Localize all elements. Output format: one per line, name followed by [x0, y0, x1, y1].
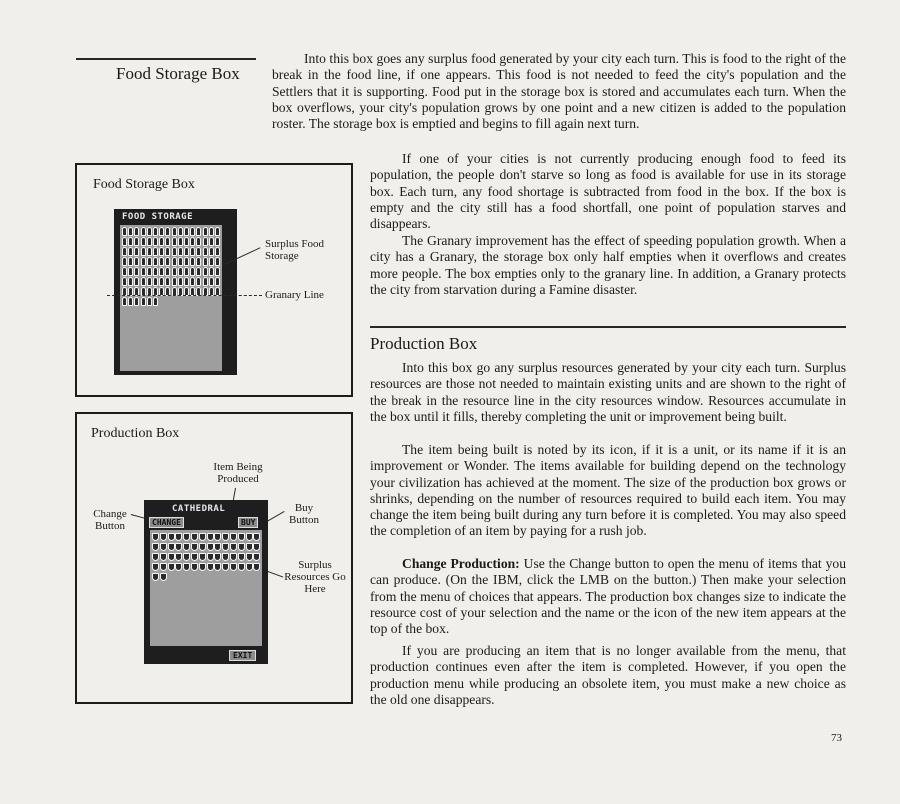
resource-icon — [238, 553, 245, 561]
callout-change-button: Change Button — [93, 508, 127, 532]
food-icon — [128, 227, 133, 236]
resource-icon — [207, 563, 214, 571]
food-icon — [196, 257, 201, 266]
resource-icon — [168, 533, 175, 541]
food-icon — [178, 237, 183, 246]
food-icon — [190, 247, 195, 256]
resource-icon — [183, 543, 190, 551]
resource-icon — [214, 533, 221, 541]
food-icon — [178, 267, 183, 276]
food-icon — [147, 277, 152, 286]
resource-icon — [246, 553, 253, 561]
resource-icon — [214, 543, 221, 551]
resource-icon — [253, 533, 260, 541]
food-icon — [141, 257, 146, 266]
food-icon — [209, 237, 214, 246]
food-icon — [122, 257, 127, 266]
change-production-text: Use the Change button to open the menu of items that you can produce. (On the IBM, click the LMB on the button.) Then make your selection from the menu of choices that appears. The production box changes size to indicate the resource cost of your selection and the name or the icon of the new item appears at the top of the box. — [370, 556, 846, 637]
food-icon — [190, 257, 195, 266]
resource-icon — [238, 563, 245, 571]
food-icon — [134, 257, 139, 266]
resource-icon — [175, 543, 182, 551]
food-icon — [184, 227, 189, 236]
food-icon — [190, 267, 195, 276]
food-storage-screen — [114, 209, 237, 375]
food-icon — [159, 277, 164, 286]
food-icon — [190, 277, 195, 286]
food-icon — [203, 247, 208, 256]
food-storage-area — [120, 225, 222, 371]
section-rule-production — [370, 326, 846, 328]
resource-icon — [183, 533, 190, 541]
food-icon — [172, 247, 177, 256]
food-icon — [128, 277, 133, 286]
callout-granary-line: Granary Line — [265, 289, 324, 301]
food-icon — [165, 257, 170, 266]
food-icon — [178, 247, 183, 256]
food-icon — [128, 267, 133, 276]
callout-buy-button: Buy Button — [289, 502, 319, 526]
resource-icon — [246, 533, 253, 541]
resource-icon — [152, 533, 159, 541]
change-button[interactable]: CHANGE — [149, 517, 184, 528]
resource-icon — [238, 533, 245, 541]
resource-icon — [152, 563, 159, 571]
food-icon — [122, 297, 127, 306]
resource-icon — [191, 563, 198, 571]
resource-icon — [175, 563, 182, 571]
resource-icon — [253, 543, 260, 551]
food-icon — [141, 247, 146, 256]
food-icon — [128, 237, 133, 246]
food-icon — [203, 267, 208, 276]
food-paragraph-2: If one of your cities is not currently producing enough food to feed its population, the people don't starve so long as food is available for use in its storage box. Each turn, any food shortage is subtracted from food in the box. If the box is empty and the city still has a food shortfall, one point of population starves and disappears. — [370, 151, 846, 232]
section-rule-food — [76, 58, 256, 60]
food-icon — [134, 247, 139, 256]
food-icon — [147, 267, 152, 276]
resource-icon — [246, 563, 253, 571]
production-resource-area — [150, 530, 262, 646]
resource-icon — [222, 543, 229, 551]
resource-icon — [246, 543, 253, 551]
food-icon — [172, 257, 177, 266]
food-icon — [209, 247, 214, 256]
food-icon — [134, 237, 139, 246]
production-paragraph-4: If you are producing an item that is no longer available from the menu, that production continues even after the item is completed. However, if you open the production menu while producing an obsolete item, you must make a new choice as the old one disappears. — [370, 643, 846, 707]
food-icon — [190, 237, 195, 246]
food-icon — [184, 277, 189, 286]
food-icon — [141, 297, 146, 306]
resource-icon — [175, 533, 182, 541]
food-icon — [215, 227, 220, 236]
granary-line — [107, 295, 262, 296]
resource-icon — [214, 563, 221, 571]
food-icon — [184, 267, 189, 276]
resource-icon — [160, 533, 167, 541]
food-icon — [122, 277, 127, 286]
food-icon — [141, 237, 146, 246]
food-icon — [215, 247, 220, 256]
food-icon — [128, 257, 133, 266]
resource-icon — [160, 543, 167, 551]
resource-icon — [222, 533, 229, 541]
food-icon — [147, 247, 152, 256]
resource-icon — [160, 553, 167, 561]
page-number: 73 — [831, 732, 842, 744]
food-icon — [184, 237, 189, 246]
food-icon — [147, 227, 152, 236]
production-paragraph-1: Into this box go any surplus resources generated by your city each turn. Surplus resources are those not needed to maintain existing units and are shown to the right of the break in the resource line in the city resources window. Resources accumulate in the box until it fills, thereby completing the unit or improvement being built. — [370, 360, 846, 424]
production-item-name: CATHEDRAL — [172, 504, 226, 514]
resource-icon — [160, 563, 167, 571]
production-paragraph-2: The item being built is noted by its icon, if it is a unit, or its name if it is an improvement or Wonder. The items available for building depend on the technology your civilization has achieved at the moment. The size of the production box grows or shrinks, depending on the number of resources required to build each item. You may change the item being built during any turn before it is completed. You may also speed the completion of an item by paying for a rush job. — [370, 442, 846, 539]
food-icon — [122, 237, 127, 246]
resource-icon — [168, 563, 175, 571]
food-icon — [165, 237, 170, 246]
callout-item-being-produced: Item Being Produced — [213, 461, 263, 485]
figure-food-storage — [75, 163, 353, 397]
food-icon — [196, 267, 201, 276]
resource-icon — [183, 553, 190, 561]
resource-icon — [160, 573, 167, 581]
food-icon — [122, 227, 127, 236]
resource-icon — [230, 563, 237, 571]
food-icon — [184, 247, 189, 256]
food-storage-screen-label: FOOD STORAGE — [122, 212, 194, 222]
resource-icon — [152, 553, 159, 561]
resource-icon — [230, 553, 237, 561]
food-icon — [215, 267, 220, 276]
food-icon — [153, 237, 158, 246]
food-icon — [159, 257, 164, 266]
food-icon — [184, 257, 189, 266]
resource-icon — [230, 533, 237, 541]
callout-surplus-resources: Surplus Resources Go Here — [284, 559, 346, 595]
food-icon — [196, 237, 201, 246]
food-icon — [159, 247, 164, 256]
food-icon — [122, 247, 127, 256]
resource-icon — [152, 543, 159, 551]
resource-icon — [191, 533, 198, 541]
production-screen — [144, 500, 268, 664]
figure-production — [75, 412, 353, 704]
food-icon — [196, 227, 201, 236]
food-icon — [203, 237, 208, 246]
food-icon — [128, 247, 133, 256]
food-icon — [178, 227, 183, 236]
exit-button[interactable]: EXIT — [229, 650, 256, 661]
resource-icon — [253, 563, 260, 571]
resource-icon — [199, 543, 206, 551]
food-icon — [178, 257, 183, 266]
figure-food-storage-title: Food Storage Box — [93, 177, 195, 192]
resource-icon — [191, 553, 198, 561]
figure-production-title: Production Box — [91, 426, 180, 441]
food-icon — [153, 277, 158, 286]
food-icon — [122, 267, 127, 276]
food-icon — [209, 267, 214, 276]
resource-icon — [230, 543, 237, 551]
food-icon — [153, 247, 158, 256]
production-paragraph-3 — [370, 556, 846, 637]
food-icon — [172, 227, 177, 236]
food-icon — [134, 297, 139, 306]
resource-icon — [222, 553, 229, 561]
resource-icon — [175, 553, 182, 561]
food-icon — [165, 247, 170, 256]
food-icon — [203, 227, 208, 236]
food-icon — [159, 237, 164, 246]
buy-button[interactable]: BUY — [238, 517, 258, 528]
food-icon — [153, 227, 158, 236]
food-icon — [165, 267, 170, 276]
food-icon — [196, 247, 201, 256]
food-icon — [209, 277, 214, 286]
resource-icon — [168, 553, 175, 561]
food-icon — [215, 257, 220, 266]
resource-icon — [152, 573, 159, 581]
food-icon — [172, 277, 177, 286]
resource-icon — [168, 543, 175, 551]
resource-icon — [207, 533, 214, 541]
food-icon — [159, 227, 164, 236]
callout-surplus-food: Surplus Food Storage — [265, 238, 324, 262]
resource-icon — [214, 553, 221, 561]
resource-icon — [207, 543, 214, 551]
heading-food-storage-box: Food Storage Box — [116, 64, 240, 83]
food-icon — [159, 267, 164, 276]
food-icon — [215, 237, 220, 246]
food-icon — [153, 297, 158, 306]
food-icon — [172, 237, 177, 246]
resource-icon — [199, 533, 206, 541]
food-icon — [134, 227, 139, 236]
food-icon — [165, 227, 170, 236]
food-icon — [196, 277, 201, 286]
food-icon — [215, 277, 220, 286]
food-icon — [141, 227, 146, 236]
food-icon — [147, 257, 152, 266]
resource-icon — [183, 563, 190, 571]
food-icon — [153, 257, 158, 266]
food-icon — [128, 297, 133, 306]
food-icon — [209, 227, 214, 236]
food-icon — [134, 277, 139, 286]
food-icon — [178, 277, 183, 286]
food-paragraph-1: Into this box goes any surplus food generated by your city each turn. This is food to the right of the break in the food line, if one appears. This food is not needed to feed the city's population and the Settlers that it is supporting. Food put in the storage box is stored and accumulates each turn. When the box overflows, your city's population grows by one point and a new citizen is added to the population roster. The storage box is emptied and begins to fill again next turn. — [272, 51, 846, 132]
food-icon — [203, 277, 208, 286]
food-icon — [153, 267, 158, 276]
resource-icon — [207, 553, 214, 561]
resource-icon — [222, 563, 229, 571]
food-icon — [203, 257, 208, 266]
food-icon — [165, 277, 170, 286]
food-icon — [172, 267, 177, 276]
heading-production-box: Production Box — [370, 334, 478, 353]
resource-icon — [199, 563, 206, 571]
food-icon — [141, 267, 146, 276]
food-icon — [141, 277, 146, 286]
resource-icon — [191, 543, 198, 551]
resource-icon — [238, 543, 245, 551]
food-icon — [190, 227, 195, 236]
food-icon — [147, 237, 152, 246]
change-production-term: Change Production: — [402, 556, 520, 571]
resource-icon — [199, 553, 206, 561]
resource-icon — [253, 553, 260, 561]
food-icon — [134, 267, 139, 276]
food-paragraph-3: The Granary improvement has the effect of speeding population growth. When a city has a Granary, the storage box only half empties when it overflows and creates more people. The box empties only to the granary line. In addition, a Granary protects the city from starvation during a Famine disaster. — [370, 233, 846, 297]
food-icon — [147, 297, 152, 306]
food-icon — [209, 257, 214, 266]
